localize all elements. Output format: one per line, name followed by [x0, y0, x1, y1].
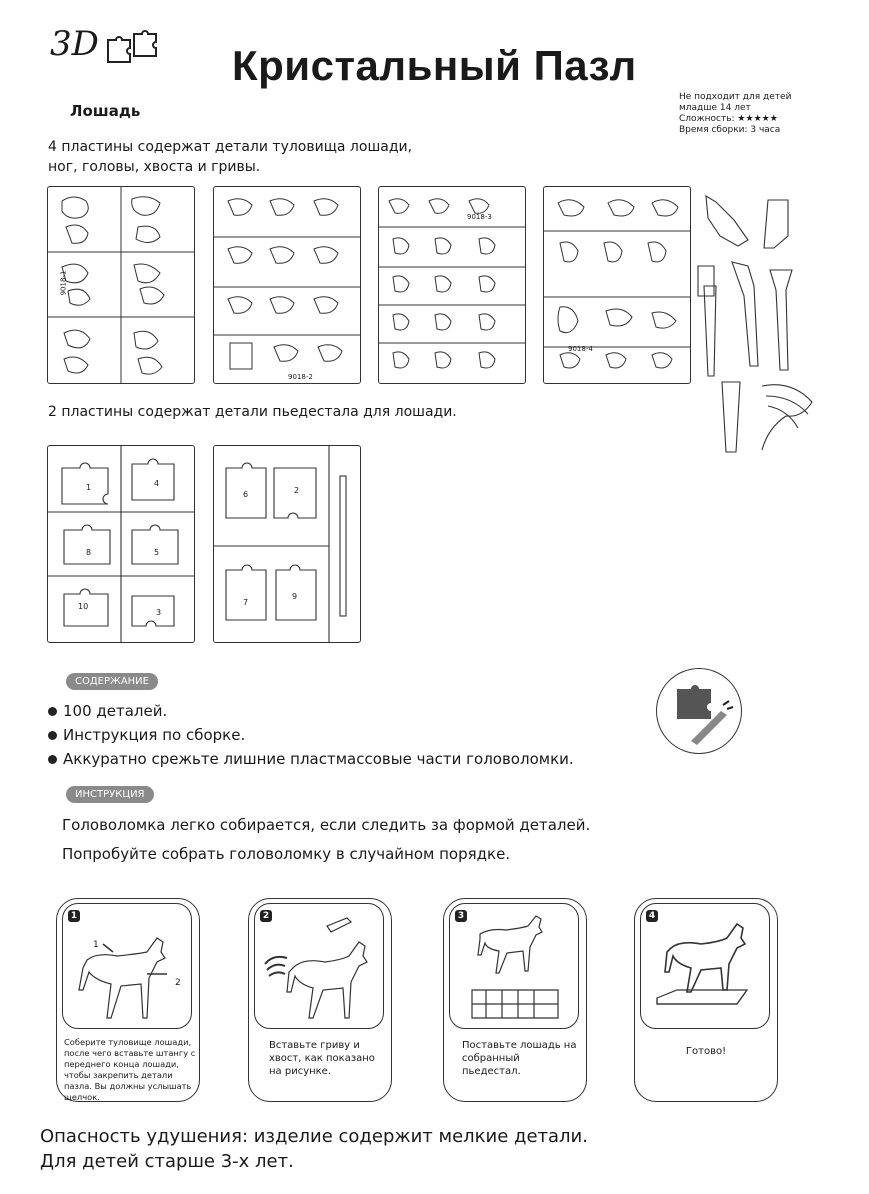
pedestal-plate-1: [47, 445, 195, 643]
step-1-image: [62, 903, 192, 1029]
list-item: [48, 726, 574, 744]
plate-2-parts: [214, 187, 360, 383]
model-name: Лошадь: [70, 102, 141, 120]
cutting-illustration: [656, 668, 742, 754]
step-1-number: 1: [68, 910, 80, 922]
choking-warning: [40, 1124, 588, 1174]
plate-3: [378, 186, 526, 384]
bullet-dot: [48, 755, 57, 764]
part-label-9: 9: [292, 592, 298, 601]
step-3-image: [449, 903, 579, 1029]
part-label-3: 3: [156, 608, 162, 617]
instructions-badge: ИНСТРУКЦИЯ: [66, 786, 154, 803]
plate-4-parts: [544, 187, 690, 383]
step-4-text: Готово!: [685, 1046, 727, 1057]
warning-line-2: Для детей старше 3-х лет.: [40, 1151, 294, 1172]
plate-1: [47, 186, 195, 384]
bullet-dot: [48, 731, 57, 740]
age-line-2: младше 14 лет: [679, 103, 751, 113]
difficulty: Сложность: ★★★★★: [679, 114, 778, 124]
plate-3-label: 9018-3: [467, 213, 492, 221]
step-3-number: 3: [455, 910, 467, 922]
contents-badge: СОДЕРЖАНИЕ: [66, 673, 158, 690]
part-label-4: 4: [154, 479, 160, 488]
step-1-card: [56, 898, 200, 1102]
pedestal-intro: 2 пластины содержат детали пьедестала для лошади.: [48, 404, 457, 420]
list-item: [48, 750, 574, 768]
contents-item-1: 100 деталей.: [63, 702, 168, 720]
step-4-image: [640, 903, 770, 1029]
part-label-6: 6: [243, 490, 249, 499]
contents-list: [48, 702, 574, 768]
part-label-10: 10: [78, 602, 89, 611]
horse-pedestal-icon: [450, 904, 578, 1028]
warning-line-1: Опасность удушения: изделие содержит мелкие детали.: [40, 1126, 588, 1147]
page-title: Кристальный Пазл: [232, 42, 637, 89]
finished-horse-icon: [641, 904, 769, 1028]
step-4-card: [634, 898, 778, 1102]
loose-parts-illustration: [696, 186, 822, 458]
horse-mane-tail-icon: [255, 904, 383, 1028]
scissors-cutting-icon: [657, 669, 741, 753]
pedestal-plate-1-parts: [48, 446, 194, 642]
part-label-8: 8: [86, 548, 92, 557]
pedestal-plate-2-parts: [214, 446, 360, 642]
puzzle-pieces-icon: [104, 30, 162, 66]
step-1-callout-2: 2: [175, 978, 181, 988]
plate-2-label: 9018-2: [288, 373, 313, 381]
list-item: [48, 702, 574, 720]
plate-1-label: 9018-1: [59, 270, 68, 296]
plate-1-parts: [48, 187, 194, 383]
part-label-7: 7: [243, 598, 249, 607]
step-2-number: 2: [260, 910, 272, 922]
age-line-1: Не подходит для детей: [679, 92, 792, 102]
part-label-1: 1: [86, 483, 92, 492]
instructions-line-2: Попробуйте собрать головоломку в случайном порядке.: [62, 845, 511, 863]
plate-3-parts: [379, 187, 525, 383]
step-3-text: Поставьте лошадь на собранный пьедестал.: [462, 1040, 577, 1077]
plate-4: [543, 186, 691, 384]
plate-2: [213, 186, 361, 384]
pedestal-plate-2: [213, 445, 361, 643]
horse-parts-image: [696, 186, 822, 458]
step-1-callout-1: 1: [93, 940, 99, 950]
age-info: [679, 92, 791, 136]
part-label-2: 2: [294, 486, 300, 495]
plates-intro-line1: 4 пластины содержат детали туловища лошади,: [48, 139, 413, 155]
step-2-card: [248, 898, 392, 1102]
step-1-text: Соберите туловище лошади, после чего вставьте штангу с переднего конца лошади, чтобы закрепить детали пазла. Вы должны услышать щелчок.: [64, 1037, 196, 1102]
logo-text: 3D: [50, 24, 99, 64]
brand-logo: [50, 24, 99, 64]
contents-item-2: Инструкция по сборке.: [63, 726, 246, 744]
step-4-number: 4: [646, 910, 658, 922]
plates-intro: [48, 137, 412, 177]
instructions-line-1: Головоломка легко собирается, если следить за формой деталей.: [62, 816, 591, 834]
bullet-dot: [48, 707, 57, 716]
assembly-time: Время сборки: 3 часа: [679, 125, 781, 135]
step-2-text: Вставьте гриву и хвост, как показано на рисунке.: [269, 1040, 375, 1077]
part-label-5: 5: [154, 548, 160, 557]
step-3-card: [443, 898, 587, 1102]
contents-item-3: Аккуратно срежьте лишние пластмассовые части головоломки.: [63, 750, 574, 768]
plates-intro-line2: ног, головы, хвоста и гривы.: [48, 159, 261, 175]
horse-body-icon: [63, 904, 191, 1028]
plate-4-label: 9018-4: [568, 345, 593, 353]
step-2-image: [254, 903, 384, 1029]
